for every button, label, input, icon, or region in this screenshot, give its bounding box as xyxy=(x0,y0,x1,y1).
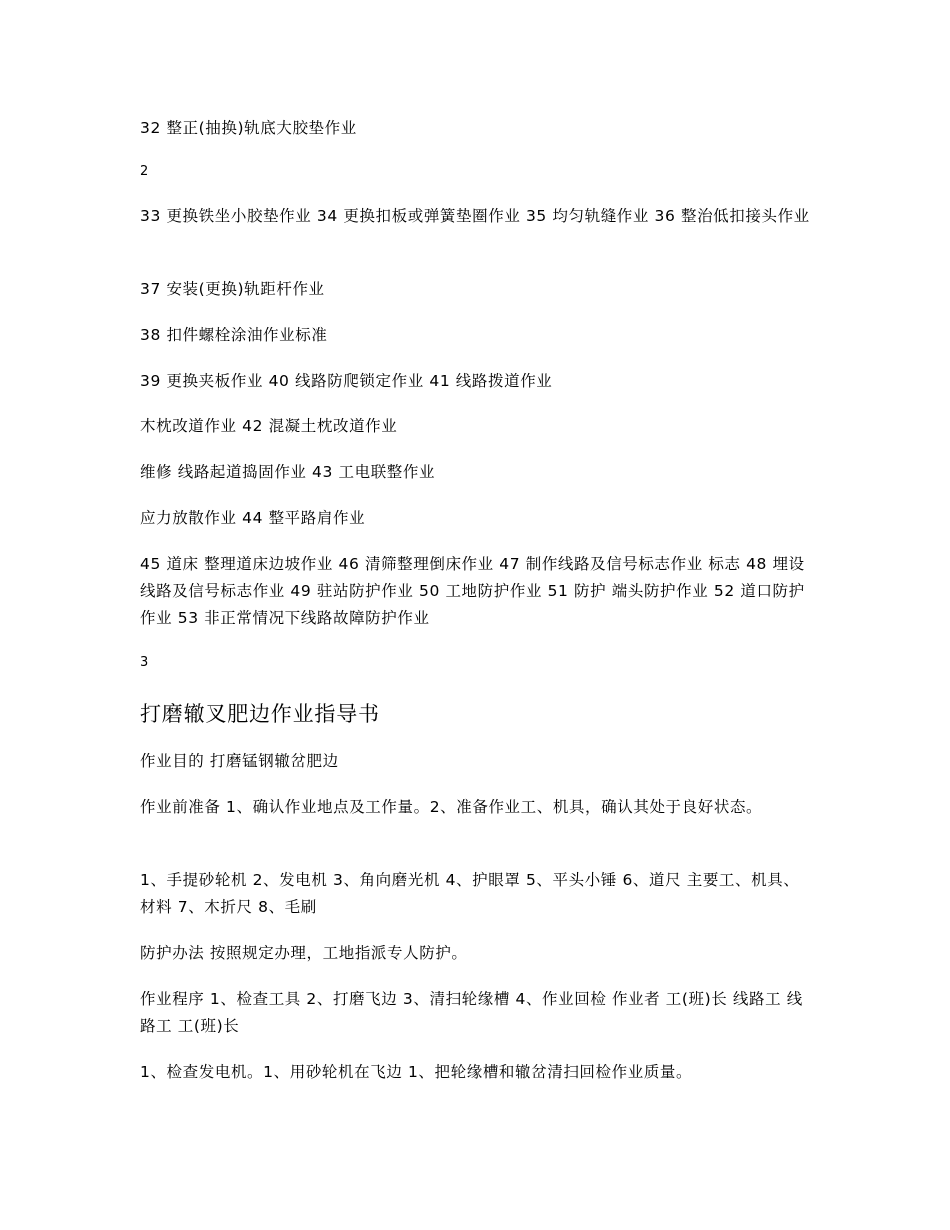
paragraph-protection: 防护办法 按照规定办理，工地指派专人防护。 xyxy=(140,944,468,962)
paragraph-33-36: 33 更换铁坐小胶垫作业 34 更换扣板或弹簧垫圈作业 35 均匀轨缝作业 36 整治低扣接头作业 xyxy=(140,207,810,225)
paragraph-39-41: 39 更换夹板作业 40 线路防爬锁定作业 41 线路拨道作业 xyxy=(140,372,553,390)
paragraph-45-53: 45 道床 整理道床边坡作业 46 清筛整理倒床作业 47 制作线路及信号标志作业 标志 48 埋设线路及信号标志作业 49 驻站防护作业 50 工地防护作业 51 防护 端头防护作业 52 道口防护作业 53 非正常情况下线路故障防护作业 xyxy=(140,555,805,627)
paragraph-43: 维修 线路起道捣固作业 43 工电联整作业 xyxy=(140,463,436,481)
paragraph-procedure: 作业程序 1、检查工具 2、打磨飞边 3、清扫轮缘槽 4、作业回检 作业者 工(班)长 线路工 线路工 工(班)长 xyxy=(140,990,803,1035)
paragraph-44: 应力放散作业 44 整平路肩作业 xyxy=(140,509,366,527)
section-heading: 打磨辙叉肥边作业指导书 xyxy=(140,702,380,726)
paragraph-steps: 1、检查发电机。1、用砂轮机在飞边 1、把轮缘槽和辙岔清扫回检作业质量。 xyxy=(140,1063,693,1081)
paragraph-tools: 1、手提砂轮机 2、发电机 3、角向磨光机 4、护眼罩 5、平头小锤 6、道尺 主要工、机具、材料 7、木折尺 8、毛刷 xyxy=(140,871,800,916)
paragraph-preparation: 作业前准备 1、确认作业地点及工作量。2、准备作业工、机具，确认其处于良好状态。 xyxy=(140,798,763,816)
paragraph-38: 38 扣件螺栓涂油作业标准 xyxy=(140,326,328,344)
paragraph-purpose: 作业目的 打磨锰钢辙岔肥边 xyxy=(140,752,339,770)
paragraph-42: 木枕改道作业 42 混凝土枕改道作业 xyxy=(140,417,398,435)
page-number-3: 3 xyxy=(140,655,149,670)
paragraph-32: 32 整正(抽换)轨底大胶垫作业 xyxy=(140,119,357,137)
paragraph-37: 37 安装(更换)轨距杆作业 xyxy=(140,280,325,298)
page-number-2: 2 xyxy=(140,164,149,179)
